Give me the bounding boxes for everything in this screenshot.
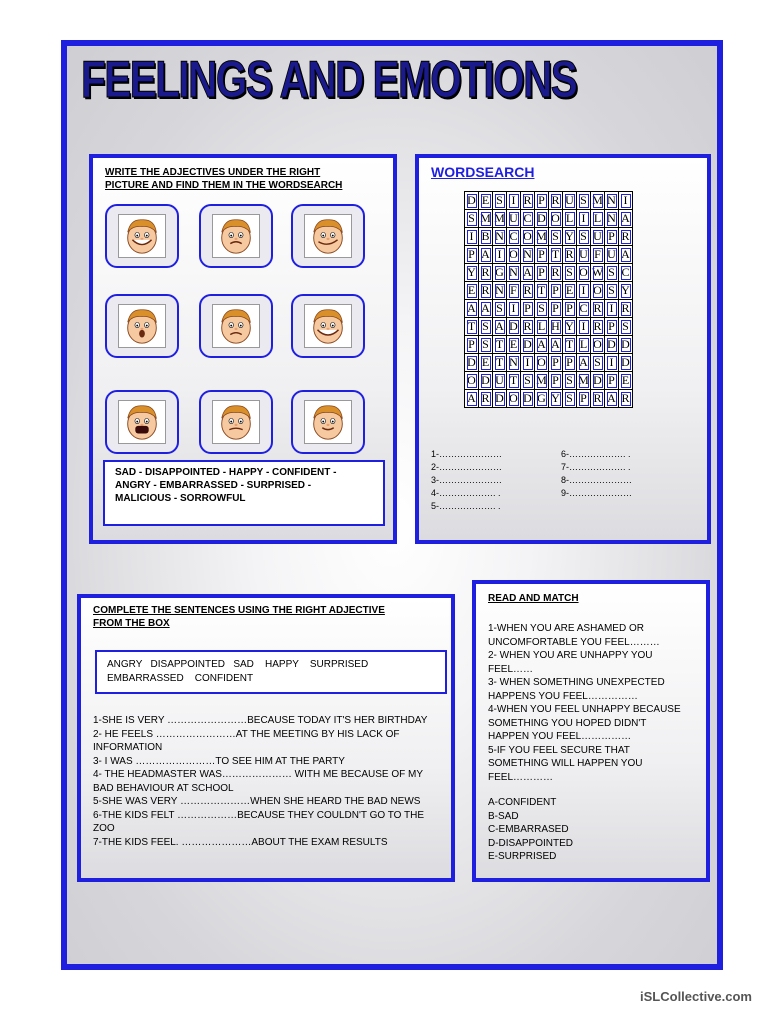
- wordsearch-cell[interactable]: I: [619, 192, 633, 210]
- match-options: [488, 796, 573, 864]
- wordsearch-row: [465, 300, 633, 318]
- wordsearch-cell[interactable]: E: [465, 282, 479, 300]
- wordsearch-cell[interactable]: T: [493, 354, 507, 372]
- wordsearch-cell[interactable]: O: [521, 228, 535, 246]
- wordsearch-cell[interactable]: D: [507, 318, 521, 336]
- wordsearch-cell[interactable]: P: [605, 228, 619, 246]
- wordsearch-cell[interactable]: D: [493, 390, 507, 408]
- wordsearch-cell[interactable]: P: [563, 300, 577, 318]
- wordsearch-cell[interactable]: S: [493, 192, 507, 210]
- answer-blank[interactable]: 8-…………………: [561, 475, 633, 485]
- wordsearch-cell[interactable]: Y: [619, 282, 633, 300]
- wordsearch-cell[interactable]: S: [493, 300, 507, 318]
- wordsearch-cell[interactable]: D: [619, 336, 633, 354]
- wordsearch-cell[interactable]: N: [493, 282, 507, 300]
- wordsearch-cell[interactable]: A: [521, 264, 535, 282]
- wordsearch-cell[interactable]: L: [577, 336, 591, 354]
- wordsearch-cell[interactable]: M: [577, 372, 591, 390]
- answer-blank[interactable]: 2-…………………: [431, 462, 503, 472]
- wordsearch-cell[interactable]: S: [549, 228, 563, 246]
- face-picture-frame: [199, 204, 273, 268]
- answers-right: [561, 448, 632, 500]
- wordsearch-cell[interactable]: R: [591, 318, 605, 336]
- word-bank-box: [103, 460, 385, 526]
- wordsearch-cell[interactable]: R: [479, 390, 493, 408]
- match-item-line: SOMETHING YOU HOPED DIDN'T: [488, 717, 647, 729]
- wordsearch-cell[interactable]: A: [465, 300, 479, 318]
- wordsearch-row: [465, 246, 633, 264]
- sentence-line: INFORMATION: [93, 742, 163, 753]
- wordsearch-cell[interactable]: P: [521, 300, 535, 318]
- wordsearch-cell[interactable]: P: [535, 264, 549, 282]
- match-item-line: FEEL……: [488, 663, 534, 675]
- wordsearch-cell[interactable]: C: [577, 300, 591, 318]
- wordsearch-cell[interactable]: R: [521, 318, 535, 336]
- match-item-line: HAPPEN YOU FEEL……………: [488, 731, 632, 742]
- wordsearch-cell[interactable]: F: [591, 246, 605, 264]
- wordsearch-cell[interactable]: R: [591, 300, 605, 318]
- face-picture-frame: [291, 390, 365, 454]
- wordsearch-cell[interactable]: R: [521, 282, 535, 300]
- wordsearch-cell[interactable]: A: [535, 336, 549, 354]
- wordsearch-cell[interactable]: D: [465, 354, 479, 372]
- wordsearch-cell[interactable]: P: [549, 282, 563, 300]
- wordsearch-cell[interactable]: M: [493, 210, 507, 228]
- match-item-line: 4-WHEN YOU FEEL UNHAPPY BECAUSE: [488, 704, 681, 715]
- wordsearch-row: [465, 372, 633, 390]
- wordsearch-cell[interactable]: N: [507, 354, 521, 372]
- wordsearch-cell[interactable]: P: [535, 192, 549, 210]
- wordsearch-section: [415, 154, 711, 544]
- wordsearch-cell[interactable]: S: [563, 264, 577, 282]
- wordsearch-cell[interactable]: S: [479, 318, 493, 336]
- wordsearch-cell[interactable]: N: [605, 210, 619, 228]
- wordsearch-cell[interactable]: S: [563, 390, 577, 408]
- wordsearch-row: [465, 264, 633, 282]
- sentence-line: 1-SHE IS VERY ……………………BECAUSE TODAY IT'S HER BIRTHDAY: [93, 715, 428, 726]
- wordsearch-cell[interactable]: M: [479, 210, 493, 228]
- grinning-face: [304, 304, 352, 348]
- answer-blank[interactable]: 5-………………. .: [431, 501, 501, 511]
- word-bank-line: MALICIOUS - SORROWFUL: [115, 493, 246, 504]
- wordsearch-cell[interactable]: E: [479, 192, 493, 210]
- wordsearch-cell[interactable]: I: [577, 318, 591, 336]
- wordsearch-cell[interactable]: T: [465, 318, 479, 336]
- complete-instructions: [93, 604, 385, 630]
- sentence-line: 7-THE KIDS FEEL. …………………ABOUT THE EXAM RESULTS: [93, 836, 388, 848]
- instruction-line: PICTURE AND FIND THEM IN THE WORDSEARCH: [105, 180, 343, 191]
- wordsearch-cell[interactable]: A: [605, 390, 619, 408]
- wordsearch-cell[interactable]: S: [521, 372, 535, 390]
- laughing-face: [118, 214, 166, 258]
- wordsearch-cell[interactable]: N: [507, 264, 521, 282]
- wordsearch-cell[interactable]: S: [591, 354, 605, 372]
- instruction-line: FROM THE BOX: [93, 618, 170, 629]
- faces-instructions: [105, 166, 342, 192]
- adjective-box: [95, 650, 447, 694]
- wordsearch-cell[interactable]: S: [563, 372, 577, 390]
- wordsearch-cell[interactable]: P: [577, 390, 591, 408]
- page-title: FEELINGS AND EMOTIONS: [81, 51, 577, 109]
- wordsearch-cell[interactable]: D: [605, 336, 619, 354]
- answer-blank[interactable]: 4-………………. .: [431, 488, 501, 498]
- wordsearch-cell[interactable]: U: [577, 246, 591, 264]
- wordsearch-cell[interactable]: D: [591, 372, 605, 390]
- wordsearch-cell[interactable]: I: [605, 354, 619, 372]
- answer-blank[interactable]: 7-………………. .: [561, 462, 631, 472]
- word-bank-line: ANGRY - EMBARRASSED - SURPRISED -: [115, 480, 312, 491]
- wordsearch-cell[interactable]: E: [507, 336, 521, 354]
- wordsearch-cell[interactable]: L: [535, 318, 549, 336]
- wordsearch-cell[interactable]: U: [507, 210, 521, 228]
- face-picture-frame: [199, 294, 273, 358]
- wordsearch-row: [465, 210, 633, 228]
- wordsearch-cell[interactable]: R: [591, 390, 605, 408]
- site-watermark: iSLCollective.com: [640, 989, 752, 1004]
- surprised-face: [118, 304, 166, 348]
- wordsearch-cell[interactable]: O: [535, 354, 549, 372]
- wordsearch-cell[interactable]: N: [493, 228, 507, 246]
- wordsearch-row: [465, 282, 633, 300]
- match-item-line: SOMETHING WILL HAPPEN YOU: [488, 758, 643, 769]
- wordsearch-cell[interactable]: S: [619, 318, 633, 336]
- match-item-line: HAPPENS YOU FEEL……………: [488, 690, 638, 702]
- wordsearch-cell[interactable]: L: [591, 210, 605, 228]
- wordsearch-row: [465, 390, 633, 408]
- wordsearch-cell[interactable]: P: [549, 354, 563, 372]
- wordsearch-cell[interactable]: I: [465, 228, 479, 246]
- mischievous-face: [304, 214, 352, 258]
- wordsearch-cell[interactable]: P: [605, 372, 619, 390]
- wordsearch-cell[interactable]: P: [605, 318, 619, 336]
- wordsearch-row: [465, 318, 633, 336]
- match-option: A-CONFIDENT: [488, 797, 557, 808]
- wordsearch-cell[interactable]: E: [619, 372, 633, 390]
- wordsearch-cell[interactable]: S: [577, 228, 591, 246]
- instruction-line: WRITE THE ADJECTIVES UNDER THE RIGHT: [105, 167, 321, 178]
- wordsearch-cell[interactable]: P: [563, 354, 577, 372]
- wordsearch-cell[interactable]: Y: [563, 318, 577, 336]
- shy-face: [304, 400, 352, 444]
- worried-face: [212, 214, 260, 258]
- wordsearch-grid: [464, 191, 633, 408]
- match-item-line: FEEL…………: [488, 771, 554, 783]
- wordsearch-cell[interactable]: O: [465, 372, 479, 390]
- wordsearch-cell[interactable]: I: [577, 210, 591, 228]
- wordsearch-cell[interactable]: S: [479, 336, 493, 354]
- answer-blank[interactable]: 9-…………………: [561, 488, 633, 498]
- wordsearch-row: [465, 228, 633, 246]
- wordsearch-cell[interactable]: E: [563, 282, 577, 300]
- sentence-line: 2- HE FEELS ……………………AT THE MEETING BY HIS LACK OF: [93, 728, 400, 740]
- wordsearch-cell[interactable]: A: [479, 300, 493, 318]
- wordsearch-cell[interactable]: A: [577, 354, 591, 372]
- angry-face: [212, 400, 260, 444]
- wordsearch-cell[interactable]: D: [619, 354, 633, 372]
- instruction-line: COMPLETE THE SENTENCES USING THE RIGHT ADJECTIVE: [93, 605, 385, 616]
- wordsearch-row: [465, 192, 633, 210]
- match-items: [488, 622, 681, 784]
- wordsearch-cell[interactable]: I: [507, 192, 521, 210]
- wordsearch-cell[interactable]: I: [507, 300, 521, 318]
- wordsearch-cell[interactable]: M: [535, 372, 549, 390]
- adjective-box-line: EMBARRASSED CONFIDENT: [107, 673, 254, 684]
- sentence-line: BAD BEHAVIOUR AT SCHOOL: [93, 782, 234, 794]
- wordsearch-cell[interactable]: A: [619, 246, 633, 264]
- face-picture-frame: [105, 294, 179, 358]
- wordsearch-cell[interactable]: D: [535, 210, 549, 228]
- wordsearch-cell[interactable]: P: [465, 246, 479, 264]
- wordsearch-cell[interactable]: D: [521, 336, 535, 354]
- wordsearch-cell[interactable]: I: [493, 246, 507, 264]
- wordsearch-cell[interactable]: O: [507, 390, 521, 408]
- wordsearch-cell[interactable]: U: [563, 192, 577, 210]
- face-picture-frame: [291, 204, 365, 268]
- wordsearch-cell[interactable]: T: [535, 282, 549, 300]
- faces-section: [89, 154, 397, 544]
- wordsearch-cell[interactable]: R: [479, 282, 493, 300]
- sentence-line: 3- I WAS ……………………TO SEE HIM AT THE PARTY: [93, 755, 345, 767]
- face-picture-frame: [105, 204, 179, 268]
- wordsearch-cell[interactable]: I: [521, 354, 535, 372]
- wordsearch-cell[interactable]: P: [549, 300, 563, 318]
- wordsearch-cell[interactable]: H: [549, 318, 563, 336]
- wordsearch-cell[interactable]: U: [493, 372, 507, 390]
- wordsearch-cell[interactable]: C: [619, 264, 633, 282]
- sentence-line: ZOO: [93, 823, 115, 834]
- wordsearch-cell[interactable]: S: [605, 264, 619, 282]
- match-option: B-SAD: [488, 810, 519, 822]
- face-picture-frame: [105, 390, 179, 454]
- wordsearch-row: [465, 336, 633, 354]
- word-bank-line: SAD - DISAPPOINTED - HAPPY - CONFIDENT -: [115, 467, 337, 478]
- wordsearch-cell[interactable]: R: [619, 300, 633, 318]
- answer-blank[interactable]: 6-………………. .: [561, 449, 631, 459]
- wordsearch-cell[interactable]: W: [591, 264, 605, 282]
- wordsearch-title: WORDSEARCH: [431, 164, 535, 180]
- wordsearch-cell[interactable]: P: [465, 336, 479, 354]
- wordsearch-cell[interactable]: O: [591, 282, 605, 300]
- wordsearch-cell[interactable]: S: [465, 210, 479, 228]
- wordsearch-cell[interactable]: A: [549, 336, 563, 354]
- sentence-line: 6-THE KIDS FELT ………………BECAUSE THEY COULDN'T GO TO THE: [93, 809, 425, 821]
- wordsearch-cell[interactable]: Y: [465, 264, 479, 282]
- wordsearch-cell[interactable]: I: [577, 282, 591, 300]
- wordsearch-cell[interactable]: I: [605, 300, 619, 318]
- wordsearch-cell[interactable]: O: [577, 264, 591, 282]
- wordsearch-cell[interactable]: O: [507, 246, 521, 264]
- wordsearch-cell[interactable]: D: [465, 192, 479, 210]
- answers-left: [431, 448, 502, 513]
- wordsearch-cell[interactable]: U: [591, 228, 605, 246]
- wordsearch-cell[interactable]: M: [535, 228, 549, 246]
- wordsearch-cell[interactable]: F: [507, 282, 521, 300]
- wordsearch-cell[interactable]: N: [521, 246, 535, 264]
- wordsearch-cell[interactable]: O: [549, 210, 563, 228]
- complete-sentences-section: [77, 594, 455, 882]
- match-item-line: UNCOMFORTABLE YOU FEEL………: [488, 636, 660, 648]
- wordsearch-cell[interactable]: G: [535, 390, 549, 408]
- read-and-match-section: [472, 580, 710, 882]
- adjective-box-line: ANGRY DISAPPOINTED SAD HAPPY SURPRISED: [107, 659, 369, 670]
- match-item-line: 3- WHEN SOMETHING UNEXPECTED: [488, 677, 665, 688]
- match-item-line: 5-IF YOU FEEL SECURE THAT: [488, 744, 630, 756]
- sad-face: [212, 304, 260, 348]
- match-option: E-SURPRISED: [488, 851, 557, 862]
- wordsearch-cell[interactable]: Y: [549, 390, 563, 408]
- sentences-list: [93, 714, 427, 849]
- wordsearch-cell[interactable]: C: [521, 210, 535, 228]
- wordsearch-cell[interactable]: D: [479, 372, 493, 390]
- wordsearch-cell[interactable]: D: [521, 390, 535, 408]
- wordsearch-cell[interactable]: S: [605, 282, 619, 300]
- wordsearch-cell[interactable]: P: [535, 246, 549, 264]
- wordsearch-cell[interactable]: R: [521, 192, 535, 210]
- wordsearch-cell[interactable]: R: [549, 192, 563, 210]
- wordsearch-row: [465, 354, 633, 372]
- wordsearch-cell[interactable]: S: [535, 300, 549, 318]
- wordsearch-cell[interactable]: Y: [563, 228, 577, 246]
- wordsearch-cell[interactable]: R: [549, 264, 563, 282]
- sentence-line: 4- THE HEADMASTER WAS………………… WITH ME BECAUSE OF MY: [93, 769, 424, 780]
- read-match-title: READ AND MATCH: [488, 593, 579, 604]
- face-picture-frame: [291, 294, 365, 358]
- match-option: C-EMBARRASED: [488, 824, 569, 835]
- wordsearch-cell[interactable]: T: [563, 336, 577, 354]
- wordsearch-cell[interactable]: R: [619, 228, 633, 246]
- crying-face: [118, 400, 166, 444]
- wordsearch-cell[interactable]: T: [549, 246, 563, 264]
- wordsearch-cell[interactable]: A: [479, 246, 493, 264]
- wordsearch-cell[interactable]: C: [507, 228, 521, 246]
- answer-blank[interactable]: 1-…………………: [431, 449, 503, 459]
- answer-blank[interactable]: 3-…………………: [431, 475, 503, 485]
- wordsearch-cell[interactable]: M: [591, 192, 605, 210]
- wordsearch-cell[interactable]: E: [479, 354, 493, 372]
- wordsearch-cell[interactable]: A: [465, 390, 479, 408]
- wordsearch-cell[interactable]: T: [507, 372, 521, 390]
- wordsearch-cell[interactable]: T: [493, 336, 507, 354]
- wordsearch-cell[interactable]: U: [605, 246, 619, 264]
- wordsearch-cell[interactable]: A: [493, 318, 507, 336]
- wordsearch-cell[interactable]: G: [493, 264, 507, 282]
- face-picture-frame: [199, 390, 273, 454]
- wordsearch-cell[interactable]: B: [479, 228, 493, 246]
- wordsearch-cell[interactable]: P: [549, 372, 563, 390]
- wordsearch-cell[interactable]: A: [619, 210, 633, 228]
- sentence-line: 5-SHE WAS VERY …………………WHEN SHE HEARD THE BAD NEWS: [93, 796, 421, 807]
- wordsearch-cell[interactable]: R: [563, 246, 577, 264]
- wordsearch-cell[interactable]: N: [605, 192, 619, 210]
- wordsearch-cell[interactable]: S: [577, 192, 591, 210]
- wordsearch-cell[interactable]: L: [563, 210, 577, 228]
- wordsearch-cell[interactable]: R: [619, 390, 633, 408]
- worksheet-page: [61, 40, 723, 970]
- match-item-line: 1-WHEN YOU ARE ASHAMED OR: [488, 623, 644, 634]
- wordsearch-cell[interactable]: R: [479, 264, 493, 282]
- match-option: D-DISAPPOINTED: [488, 837, 574, 849]
- wordsearch-cell[interactable]: O: [591, 336, 605, 354]
- match-item-line: 2- WHEN YOU ARE UNHAPPY YOU: [488, 650, 653, 661]
